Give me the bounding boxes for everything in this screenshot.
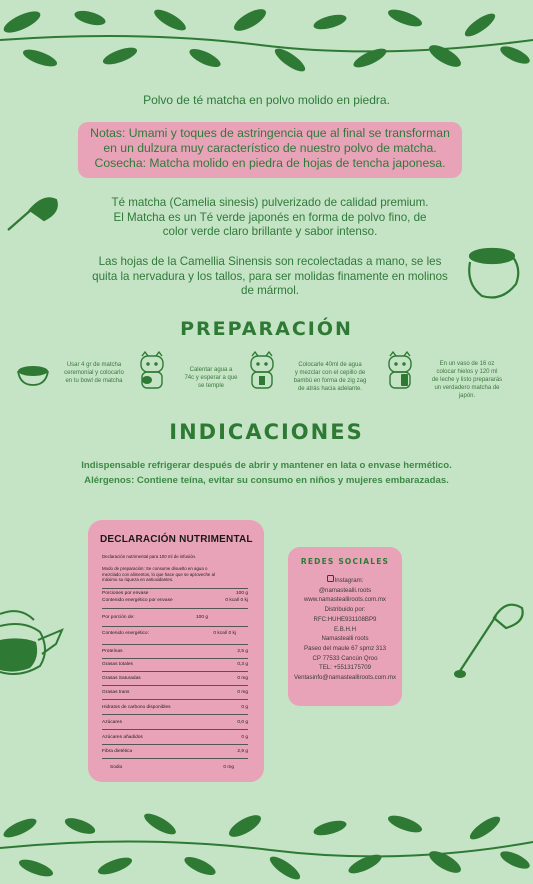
step-4-line-4: un verdadero matcha de bbox=[434, 385, 500, 391]
step-4-line-3: de leche y listo prepararás bbox=[431, 377, 503, 383]
nutrition-row-value: 2,5 g bbox=[237, 649, 248, 654]
step-1-line-2: ceremonial y colocarlo bbox=[64, 370, 124, 376]
nutrition-row-value: 0 mg bbox=[237, 676, 248, 681]
nutrition-row bbox=[102, 749, 248, 754]
leaves-line-3: de mármol. bbox=[241, 284, 299, 297]
nutrition-panel bbox=[88, 520, 264, 782]
step-2-line-2: 74c y esperar a que bbox=[184, 375, 238, 381]
postal-code-line: CP 77533 Cancún Qroo bbox=[312, 654, 378, 662]
notes-line-2: en un dulzura muy característico de nuestro polvo de matcha. bbox=[103, 141, 437, 155]
nutrition-divider bbox=[102, 714, 248, 715]
nutrition-row-value: 0 g bbox=[241, 705, 248, 710]
phone-text[interactable]: TEL: +5513175709 bbox=[318, 664, 371, 672]
nutrition-row-value: 100 g bbox=[195, 615, 208, 620]
bamboo-spoon-icon bbox=[450, 596, 530, 682]
step-4-line-5: japón. bbox=[458, 393, 476, 399]
nutrition-row-label: Azúcares bbox=[102, 720, 122, 725]
step-3-line-3: bambú en forma de zig zag bbox=[293, 378, 367, 384]
nutrition-row-value: 0,0 g bbox=[237, 720, 248, 725]
description-line-2: El Matcha es un Té verde japonés en forma de polvo fino, de bbox=[113, 210, 427, 224]
nutrition-divider bbox=[102, 729, 248, 730]
company-name: Namastealli roots bbox=[321, 635, 369, 643]
nutrition-row-label: Contenido energético: bbox=[102, 631, 149, 636]
leaves-line-2: quita la nervadura y los tallos, para ser molidas finamente en molinos bbox=[92, 269, 448, 283]
nutrition-divider bbox=[102, 658, 248, 659]
nutrition-row bbox=[102, 705, 248, 710]
bottom-vine-decoration bbox=[0, 798, 533, 884]
nutrition-row-value: 2,9 g bbox=[237, 749, 248, 754]
nutrition-row bbox=[102, 690, 248, 695]
nutrition-row bbox=[102, 735, 248, 740]
step-1-line-3: en tu bowl de matcha bbox=[65, 378, 123, 384]
nutrition-row bbox=[102, 591, 248, 596]
nutrition-divider bbox=[102, 608, 248, 609]
description-text bbox=[70, 196, 470, 240]
teapot-icon bbox=[0, 600, 64, 682]
lucky-cat-icon bbox=[136, 350, 168, 390]
rfc-text: RFC:HUHE931108BP9 bbox=[313, 615, 377, 623]
nutrition-row-label: Porciones por envase bbox=[102, 591, 149, 596]
website-link[interactable]: www.namastealliroots.com.mx bbox=[304, 596, 386, 604]
nutrition-row bbox=[102, 598, 248, 603]
step-3-line-4: de atrás hacia adelante. bbox=[297, 386, 363, 392]
nutrition-row-value: 100 g bbox=[235, 591, 248, 596]
top-vine-decoration bbox=[0, 0, 533, 75]
nutrition-row-label: Contenido energético por envase bbox=[102, 598, 173, 603]
nutrition-title: DECLARACIÓN NUTRIMENTAL bbox=[100, 534, 253, 545]
leaves-line-1: Las hojas de la Camellia Sinensis son recolectadas a mano, se les bbox=[98, 255, 442, 268]
notes-line-1: Notas: Umami y toques de astringencia que al final se transforman bbox=[90, 126, 450, 140]
nutrition-row bbox=[110, 765, 234, 770]
step-1-line-1: Usar 4 gr de matcha bbox=[66, 362, 122, 368]
nutrition-mode-line-2: mezclado con alimentos, lo que hace que se aproveche al bbox=[102, 571, 216, 577]
step-3-line-1: Colocarle 40ml de agua bbox=[298, 362, 362, 368]
matcha-cup-icon bbox=[462, 244, 524, 302]
nutrition-row-label: Grasas totales bbox=[102, 662, 133, 667]
nutrition-row-label: Grasas Saturadas bbox=[102, 676, 141, 681]
leaves-text bbox=[70, 255, 470, 299]
step-2-text bbox=[172, 366, 250, 390]
lucky-cat-icon bbox=[246, 350, 278, 390]
indicaciones-line-2: Alérgenos: Contiene teína, evitar su consumo en niños y mujeres embarazadas. bbox=[84, 475, 449, 486]
instagram-icon bbox=[327, 575, 334, 582]
nutrition-divider bbox=[102, 758, 248, 759]
description-line-3: color verde claro brillante y sabor intenso. bbox=[162, 225, 378, 238]
nutrition-row-value: 0 mg bbox=[237, 690, 248, 695]
initials-text: E.B.H.H bbox=[333, 625, 356, 633]
email-link[interactable]: Ventasinfo@namastealliroots.com.mx bbox=[293, 674, 397, 682]
nutrition-row bbox=[102, 662, 248, 667]
nutrition-row-label: Hidratos de carbono disponibles bbox=[102, 705, 171, 710]
nutrition-row bbox=[102, 631, 248, 636]
indicaciones-line-1: Indispensable refrigerar después de abrir y mantener en lata o envase hermético. bbox=[81, 460, 452, 471]
indicaciones-title: INDICACIONES bbox=[169, 420, 364, 444]
distributor-label: Distribuido por: bbox=[324, 606, 366, 614]
nutrition-row bbox=[102, 720, 248, 725]
social-info bbox=[288, 575, 402, 683]
nutrition-divider bbox=[102, 644, 248, 645]
social-panel bbox=[288, 547, 402, 706]
nutrition-mode bbox=[102, 566, 252, 583]
indicaciones-text bbox=[30, 458, 503, 488]
step-3-line-2: y mezclar con el cepillo de bbox=[294, 370, 366, 376]
lucky-cat-icon bbox=[384, 350, 416, 392]
step-1-text bbox=[56, 361, 132, 385]
bowl-icon bbox=[16, 363, 50, 387]
intro-text: Polvo de té matcha en polvo molido en piedra. bbox=[143, 93, 390, 107]
social-title: REDES SOCIALES bbox=[300, 557, 390, 566]
notes-box bbox=[78, 122, 462, 178]
nutrition-row-label: Sodio bbox=[110, 765, 123, 770]
nutrition-mode-line-3: máximo su riqueza en antioxidantes. bbox=[102, 577, 174, 582]
instagram-label: Instagram: bbox=[288, 575, 402, 586]
step-4-text bbox=[422, 360, 512, 400]
step-4-line-1: En un vaso de 16 oz bbox=[439, 361, 495, 367]
nutrition-row-value: 0 g bbox=[241, 735, 248, 740]
address-line: Paseo del maule 67 spmz 313 bbox=[304, 644, 386, 652]
description-line-1: Té matcha (Camelia sinesis) pulverizado de calidad premium. bbox=[111, 196, 429, 209]
step-4-line-2: colocar hielos y 120 ml bbox=[436, 369, 498, 375]
step-2-line-1: Calentar agua a bbox=[189, 367, 233, 373]
nutrition-row-label: Azúcares añadidos bbox=[102, 735, 143, 740]
preparacion-title: PREPARACIÓN bbox=[180, 318, 353, 340]
nutrition-row bbox=[102, 615, 248, 620]
nutrition-row-value: 0 kcal/ 0 kj bbox=[213, 631, 236, 636]
nutrition-row-value: 0 mg bbox=[223, 765, 234, 770]
nutrition-divider bbox=[102, 671, 248, 672]
whisk-icon bbox=[0, 190, 64, 250]
step-3-text bbox=[284, 361, 376, 393]
notes-line-3: Cosecha: Matcha molido en piedra de hojas de tencha japonesa. bbox=[94, 156, 446, 170]
nutrition-row bbox=[102, 676, 248, 681]
nutrition-row-label: Fibra dietética bbox=[102, 749, 133, 754]
nutrition-row-label: Grasas trans bbox=[102, 690, 130, 695]
nutrition-divider bbox=[102, 699, 248, 700]
nutrition-divider bbox=[102, 685, 248, 686]
nutrition-row-value: 0,3 g bbox=[237, 662, 248, 667]
nutrition-subtitle: Declaración nutrimental para 100 ml de infusión. bbox=[102, 554, 197, 559]
nutrition-divider bbox=[102, 626, 248, 627]
nutrition-row-value: 0 kcal/ 0 kj bbox=[225, 598, 248, 603]
nutrition-mode-line-1: Modo de preparación: Se consume disuelto en agua o bbox=[102, 566, 208, 571]
nutrition-row-label: Proteínas bbox=[102, 649, 123, 654]
step-2-line-3: se temple bbox=[197, 383, 224, 389]
nutrition-divider bbox=[102, 588, 248, 589]
instagram-handle[interactable]: @namastealli.roots bbox=[318, 586, 372, 594]
nutrition-row-label: Por porción de: bbox=[102, 615, 135, 620]
nutrition-row bbox=[102, 649, 248, 654]
nutrition-divider bbox=[102, 744, 248, 745]
